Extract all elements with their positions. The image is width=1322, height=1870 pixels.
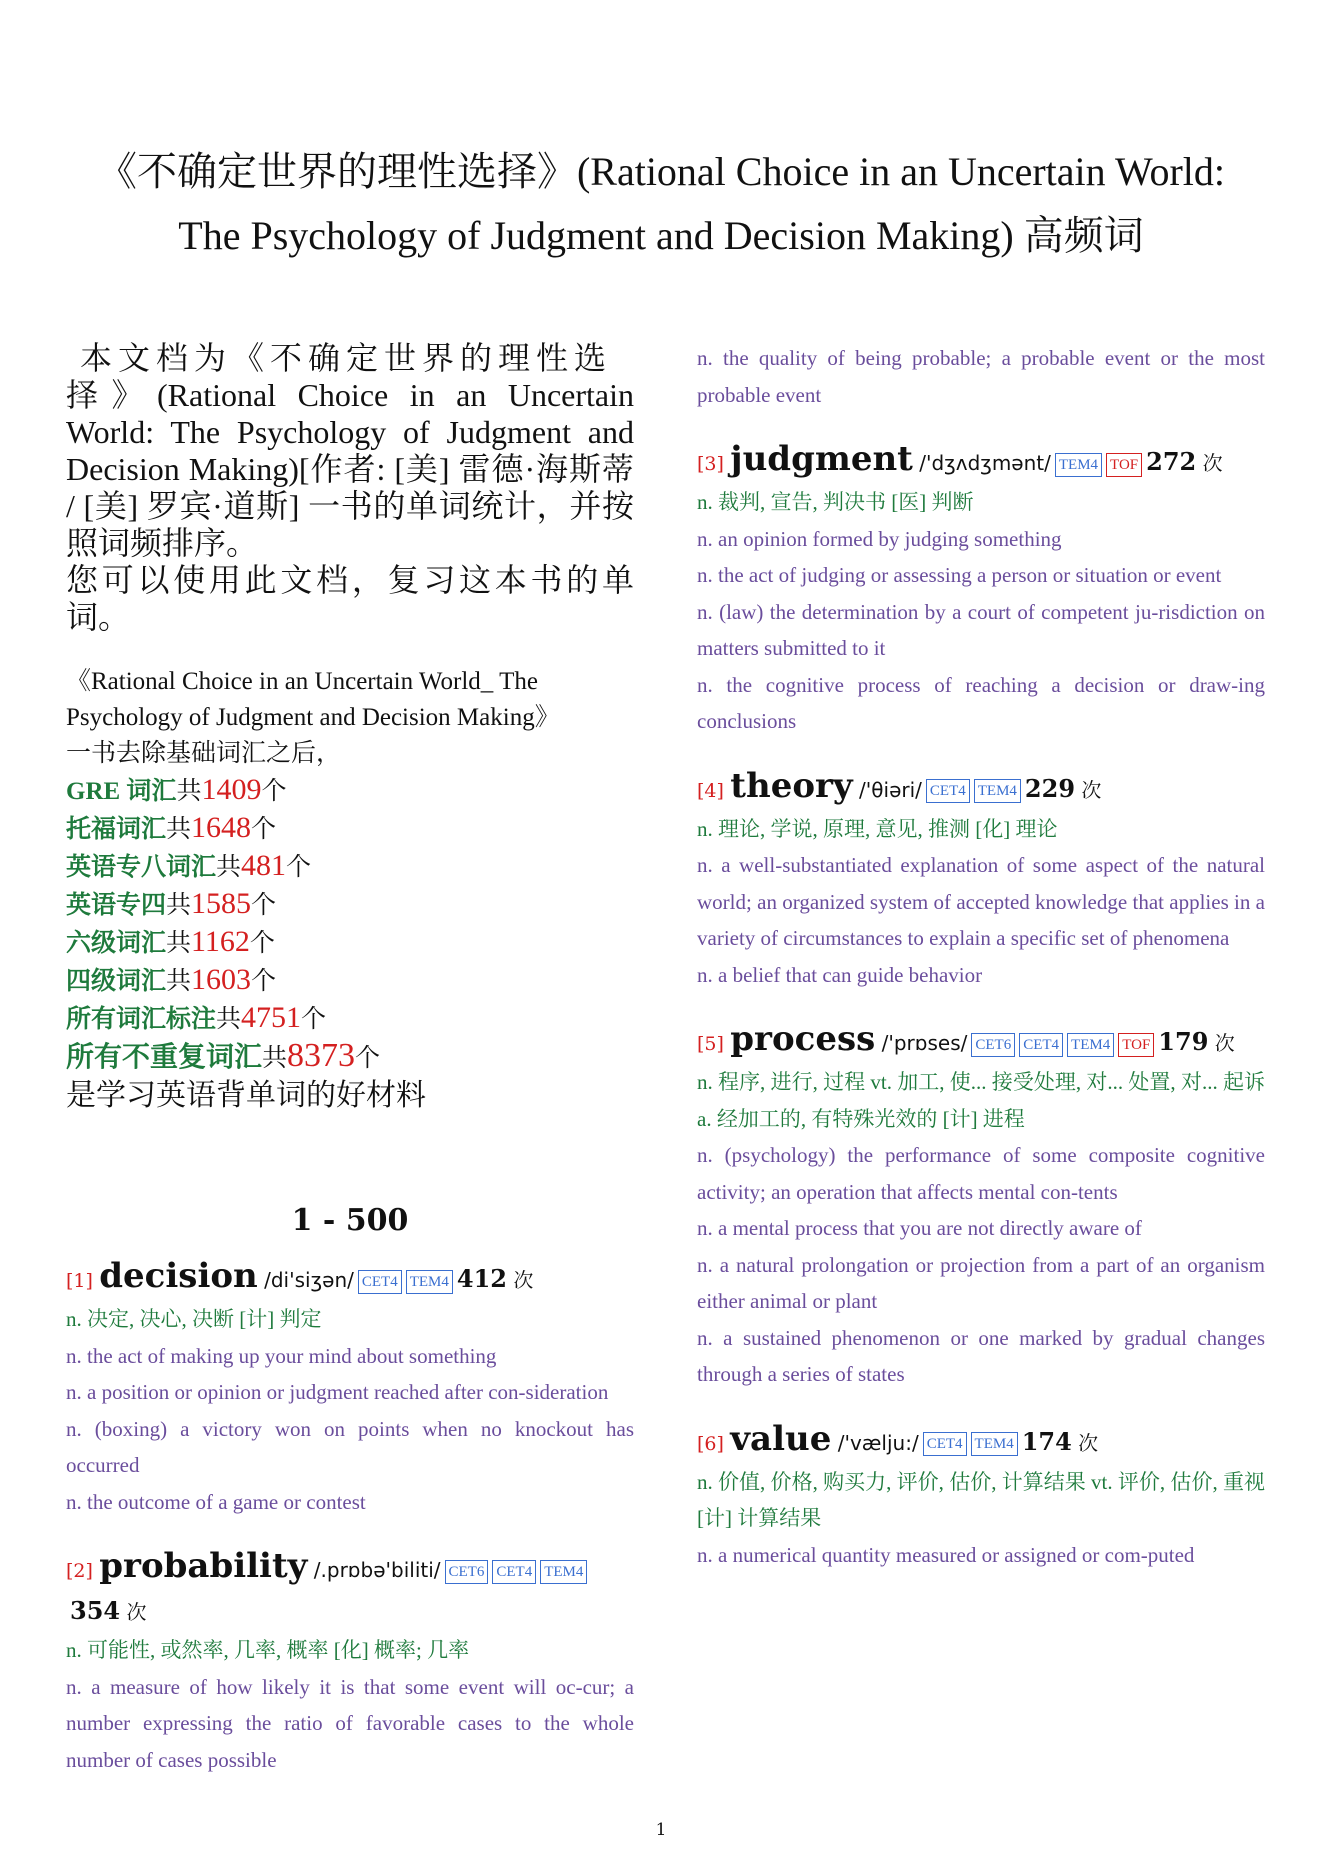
intro-paragraph [66,340,634,636]
title-line-1: 《不确定世界的理性选择》(Rational Choice in an Uncertain World: [96,149,1226,194]
level-tag: TEM4 [540,1560,587,1584]
entry-count: 272 [1146,447,1197,476]
entry-count-unit: 次 [1078,1430,1099,1455]
entry-count: 354 [70,1596,121,1625]
level-tag: TEM4 [1055,453,1102,477]
stat-mid: 共 [216,854,242,881]
level-tag: TEM4 [1067,1033,1114,1057]
book-after: 一书去除基础词汇之后， [66,740,342,767]
entry-count: 179 [1158,1027,1209,1056]
stat-row [66,924,634,962]
entry-phonetic: /.prɒbə'biliti/ [313,1558,441,1582]
stat-count: 1603 [191,963,252,996]
definition-cn: n. 裁判, 宣告, 判决书 [医] 判断 [697,490,974,514]
definition-cn: n. 程序, 进行, 过程 vt. 加工, 使... 接受处理, 对... 处置, 对... 起诉 a. 经加工的, 有特殊光效的 [计] 进程 [697,1070,1265,1131]
word-entry [697,439,1265,740]
definition-en: n. a position or opinion or judgment reached after con-sideration [66,1380,609,1404]
stat-count: 1162 [191,925,250,958]
definition-cn: n. 决定, 决心, 决断 [计] 判定 [66,1307,322,1331]
entry-index: [6] [697,1432,724,1455]
entry-word: process [730,1019,876,1059]
stat-count: 4751 [241,1001,302,1034]
entry-count-unit: 次 [1214,1031,1235,1055]
vocabulary-stats [66,772,634,1077]
word-entry [66,1546,634,1778]
stat-row [66,962,634,1000]
level-tag: CET4 [926,779,970,803]
entry-head [66,1546,634,1632]
book-title: 《Rational Choice in an Uncertain World_ The Psychology of Judgment and Decision Making》 [66,668,560,731]
definition-en: n. the outcome of a game or contest [66,1489,366,1514]
word-entry [697,766,1265,994]
definition-en: n. a well-substantiated explanation of some aspect of the natural world; an organized system of accepted knowledge that applies in a variety of circumstances to explain a specific set of phenomena [697,853,1265,950]
entry-head [66,1256,634,1301]
entry-count-unit: 次 [513,1268,534,1292]
entry-count: 174 [1021,1426,1072,1456]
entry-word: value [730,1418,832,1459]
level-tag: CET6 [971,1033,1015,1057]
stat-mid: 共 [166,930,192,957]
stat-label: 英语专八词汇 [66,854,217,881]
intro-text: 择》(Rational Choice in an Uncertain World: The Psychology of Judgment and Decision Making)[作者: [美] 雷德·海斯蒂 / [美] 罗宾·道斯] 一书的单词统计，并按照词频排序。 [66,377,634,561]
level-tag: CET4 [923,1432,967,1456]
stat-label: 英语专四 [66,892,167,919]
stat-label: 托福词汇 [66,816,167,843]
entry-index: [3] [697,453,724,475]
entry-head [697,1419,1265,1464]
level-tag: TOF [1118,1033,1154,1057]
stat-count: 1409 [201,773,262,806]
word-entry [697,1419,1265,1574]
stat-mid: 共 [262,1045,288,1072]
stat-mid: 共 [166,968,192,995]
intro-line-1: 本文档为《不确定世界的理性选 [80,340,613,376]
stat-label: GRE 词汇 [66,778,177,805]
stat-unit: 个 [261,778,287,805]
entry-word: probability [99,1546,308,1586]
stat-label: 四级词汇 [66,968,167,995]
stat-mid: 共 [216,1006,242,1033]
entry-word: judgment [730,439,913,479]
stat-unit: 个 [355,1045,381,1072]
stat-unit: 个 [251,968,277,995]
stat-row [66,772,634,810]
definition-en: n. a measure of how likely it is that some event will oc-cur; a number expressing the ratio of favorable cases to the whole number of cases possible [66,1674,634,1772]
stat-row [66,1000,634,1038]
title-line-2: The Psychology of Judgment and Decision Making) 高频词 [178,213,1144,258]
entries-right [697,340,1265,1573]
entry-head [697,439,1265,484]
definition-cn: n. 价值, 价格, 购买力, 评价, 估价, 计算结果 vt. 评价, 估价, 重视 [计] 计算结果 [697,1469,1265,1530]
entry-index: [2] [66,1560,93,1582]
right-column [697,340,1265,1599]
document-title [60,140,1262,268]
entry-index: [1] [66,1270,93,1292]
definition-en: n. (psychology) the performance of some composite cognitive activity; an operation that affects mental con-tents [697,1143,1265,1204]
entry-word: decision [99,1256,258,1296]
entry-phonetic: /'dʒʌdʒmənt/ [919,451,1051,475]
entry-count-unit: 次 [126,1600,147,1624]
stat-unit: 个 [286,854,312,881]
left-column [66,340,634,1804]
stat-unit: 个 [251,816,277,843]
intro-usage: 您可以使用此文档，复习这本书的单词。 [66,562,634,635]
entry-phonetic: /'vælju:/ [837,1430,919,1455]
stat-row [66,848,634,886]
stat-mid: 共 [166,816,192,843]
level-tag: CET4 [1019,1033,1063,1057]
definition-en: n. (law) the determination by a court of competent ju-risdiction on matters submitted to it [697,599,1265,660]
entry-head [697,1019,1265,1064]
definition-en: n. a belief that can guide behavior [697,962,983,987]
word-entry [697,1019,1265,1393]
level-tag: TEM4 [406,1270,453,1294]
stat-count: 8373 [287,1037,356,1074]
word-entry [66,1256,634,1520]
definition-cn: n. 可能性, 或然率, 几率, 概率 [化] 概率; 几率 [66,1638,470,1662]
stat-mid: 共 [166,892,192,919]
entry-count: 412 [456,1264,507,1293]
definition-en: n. (boxing) a victory won on points when no knockout has occurred [66,1416,634,1477]
definition-en: n. a mental process that you are not directly aware of [697,1216,1142,1240]
entry-index: [4] [697,779,724,802]
stat-unit: 个 [301,1006,327,1033]
definition-en: n. the quality of being probable; a probable event or the most probable event [697,346,1265,407]
level-tag: TEM4 [974,779,1021,803]
stat-count: 1585 [191,887,252,920]
definition-en: n. the act of making up your mind about something [66,1343,497,1368]
entry-count: 229 [1024,773,1076,803]
entry-word: theory [730,765,853,806]
level-tag: CET6 [445,1560,489,1584]
level-tag: TEM4 [971,1432,1018,1456]
stat-label: 所有词汇标注 [66,1006,217,1033]
range-heading: 1 - 500 [291,1203,409,1238]
entry-phonetic: /'θiəri/ [859,777,922,802]
level-tag: TOF [1106,453,1142,477]
stat-label: 六级词汇 [66,930,167,957]
definition-en: n. the cognitive process of reaching a decision or draw-ing conclusions [697,672,1265,733]
entries-left [66,1256,634,1778]
definition-en: n. the act of judging or assessing a person or situation or event [697,563,1222,587]
stat-unit: 个 [251,892,277,919]
level-tag: CET4 [358,1270,402,1294]
definition-en: n. a numerical quantity measured or assigned or com-puted [697,1542,1195,1567]
definition-en: n. an opinion formed by judging something [697,526,1062,551]
stat-label: 所有不重复词汇 [66,1042,263,1073]
book-summary [66,664,634,772]
definition-en: n. a sustained phenomenon or one marked by gradual changes through a series of states [697,1325,1265,1386]
stat-row [66,1038,634,1077]
stat-count: 481 [241,849,287,882]
page-number: 1 [655,1820,667,1840]
entry-phonetic: /di'siʒən/ [264,1268,354,1292]
level-tag: CET4 [492,1560,536,1584]
stat-mid: 共 [176,778,202,805]
stat-unit: 个 [249,930,275,957]
good-material-line: 是学习英语背单词的好材料 [66,1079,426,1112]
entry-count-unit: 次 [1202,451,1223,475]
entry-index: [5] [697,1033,724,1055]
entry-phonetic: /'prɒses/ [881,1031,968,1055]
entry-head [697,766,1265,811]
stat-row [66,810,634,848]
definition-en: n. a natural prolongation or projection from a part of an organism either animal or plant [697,1252,1265,1313]
word-entry-continued [697,340,1265,413]
definition-cn: n. 理论, 学说, 原理, 意见, 推测 [化] 理论 [697,816,1058,841]
stat-count: 1648 [191,811,252,844]
stat-row [66,886,634,924]
entry-count-unit: 次 [1081,777,1102,802]
